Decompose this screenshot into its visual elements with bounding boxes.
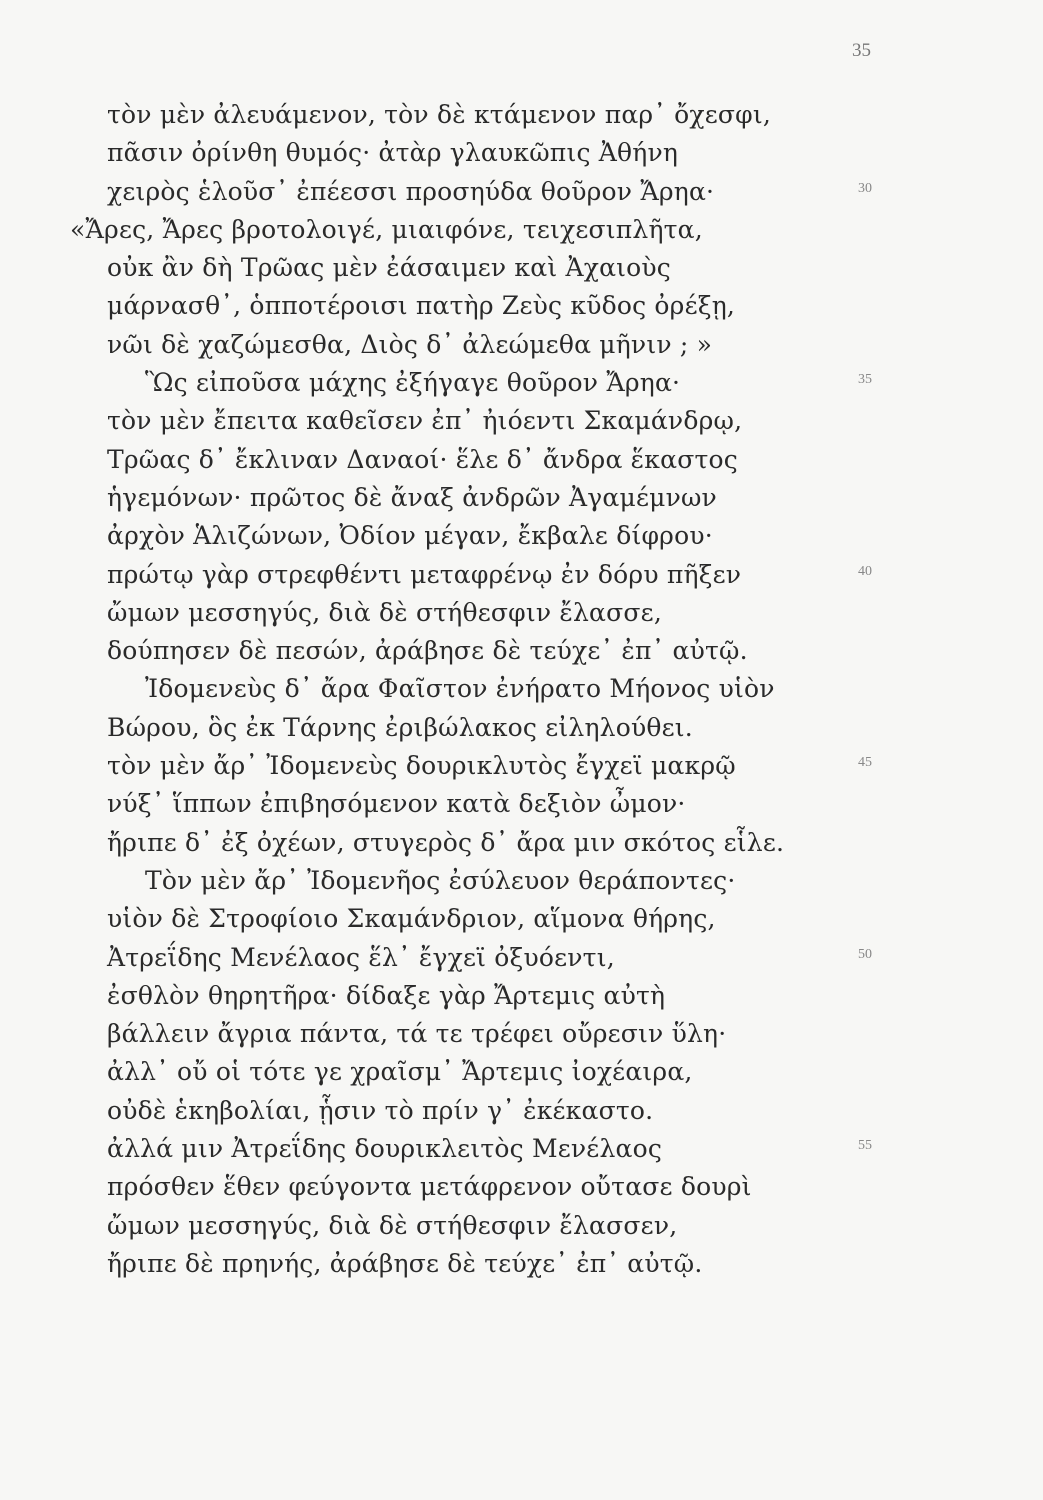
verse-text: Τὸν μὲν ἄρ᾽ Ἰδομενῆος ἐσύλευον θεράποντες· bbox=[145, 865, 736, 895]
verse-line bbox=[0, 479, 1043, 517]
verse-text: Τρῶας δ᾽ ἔκλιναν Δαναοί· ἕλε δ᾽ ἄνδρα ἕκαστος bbox=[107, 444, 738, 474]
verse-text: ἀλλ᾽ οὔ οἱ τότε γε χραῖσμ᾽ Ἄρτεμις ἰοχέαιρα, bbox=[107, 1057, 693, 1087]
verse-text: «Ἄρες, Ἄρες βροτολοιγέ, μιαιφόνε, τειχεσιπλῆτα, bbox=[70, 214, 703, 244]
verse-line bbox=[0, 900, 1043, 938]
line-number: 40 bbox=[858, 563, 872, 579]
verse-text: τὸν μὲν ἔπειτα καθεῖσεν ἐπ᾽ ἠιόεντι Σκαμάνδρῳ, bbox=[107, 406, 743, 436]
verse-line bbox=[0, 134, 1043, 172]
verse-line bbox=[0, 211, 1043, 249]
verse-text: ἀλλά μιν Ἀτρεΐδης δουρικλειτὸς Μενέλαος bbox=[107, 1134, 663, 1164]
verse-line bbox=[0, 670, 1043, 708]
verse-line bbox=[0, 1053, 1043, 1091]
verse-text: πρόσθεν ἕθεν φεύγοντα μετάφρενον οὔτασε δουρὶ bbox=[107, 1172, 752, 1202]
line-number: 35 bbox=[858, 372, 872, 388]
verse-line bbox=[0, 1130, 1043, 1168]
page-number: 35 bbox=[852, 40, 871, 61]
verse-text: πρώτῳ γὰρ στρεφθέντι μεταφρένῳ ἐν δόρυ πῆξεν bbox=[107, 559, 742, 589]
verse-text: τὸν μὲν ἄρ᾽ Ἰδομενεὺς δουρικλυτὸς ἔγχεϊ μακρῷ bbox=[107, 751, 736, 781]
verse-line bbox=[0, 1168, 1043, 1206]
verse-line bbox=[0, 594, 1043, 632]
verse-text: χειρὸς ἑλοῦσ᾽ ἐπέεσσι προσηύδα θοῦρον Ἄρηα· bbox=[107, 176, 715, 206]
line-number: 30 bbox=[858, 180, 872, 196]
verse-line bbox=[0, 364, 1043, 402]
line-number: 50 bbox=[858, 946, 872, 962]
verse-line bbox=[0, 939, 1043, 977]
verse-text: ἤριπε δ᾽ ἐξ ὀχέων, στυγερὸς δ᾽ ἄρα μιν σκότος εἷλε. bbox=[107, 827, 785, 857]
verse-line bbox=[0, 96, 1043, 134]
verse-text: νῶι δὲ χαζώμεσθα, Διὸς δ᾽ ἀλεώμεθα μῆνιν ; » bbox=[107, 329, 713, 359]
verse-text: ὤμων μεσσηγύς, διὰ δὲ στήθεσφιν ἔλασσε, bbox=[107, 597, 662, 627]
verse-line bbox=[0, 173, 1043, 211]
verse-line bbox=[0, 709, 1043, 747]
verse-text: τὸν μὲν ἀλευάμενον, τὸν δὲ κτάμενον παρ᾽ ὄχεσφι, bbox=[107, 100, 772, 129]
verse-text: μάρνασθ᾽, ὁπποτέροισι πατὴρ Ζεὺς κῦδος ὀρέξῃ, bbox=[107, 291, 736, 321]
verse-line bbox=[0, 441, 1043, 479]
verse-text: ἤριπε δὲ πρηνής, ἀράβησε δὲ τεύχε᾽ ἐπ᾽ αὐτῷ. bbox=[107, 1248, 703, 1278]
verse-line bbox=[0, 977, 1043, 1015]
verse-line bbox=[0, 862, 1043, 900]
verse-line bbox=[0, 287, 1043, 325]
verse-line bbox=[0, 402, 1043, 440]
verse-text: βάλλειν ἄγρια πάντα, τά τε τρέφει οὔρεσιν ὕλη· bbox=[107, 1019, 727, 1049]
verse-text: νύξ᾽ ἵππων ἐπιβησόμενον κατὰ δεξιὸν ὦμον· bbox=[107, 789, 686, 819]
verse-line bbox=[0, 747, 1043, 785]
verse-block bbox=[0, 96, 1043, 1283]
verse-line bbox=[0, 1092, 1043, 1130]
verse-line bbox=[0, 249, 1043, 287]
verse-text: δούπησεν δὲ πεσών, ἀράβησε δὲ τεύχε᾽ ἐπ᾽ αὐτῷ. bbox=[107, 636, 748, 666]
verse-text: υἱὸν δὲ Στροφίοιο Σκαμάνδριον, αἵμονα θήρης, bbox=[107, 904, 716, 934]
verse-text: ἡγεμόνων· πρῶτος δὲ ἄναξ ἀνδρῶν Ἀγαμέμνων bbox=[107, 482, 717, 512]
verse-text: ὤμων μεσσηγύς, διὰ δὲ στήθεσφιν ἔλασσεν, bbox=[107, 1210, 678, 1240]
verse-text: οὐδὲ ἑκηβολίαι, ᾗσιν τὸ πρίν γ᾽ ἐκέκαστο. bbox=[107, 1095, 654, 1125]
verse-line bbox=[0, 556, 1043, 594]
verse-text: πᾶσιν ὀρίνθη θυμός· ἀτὰρ γλαυκῶπις Ἀθήνη bbox=[107, 138, 679, 168]
verse-line bbox=[0, 785, 1043, 823]
verse-line bbox=[0, 326, 1043, 364]
verse-text: ἀρχὸν Ἁλιζώνων, Ὀδίον μέγαν, ἔκβαλε δίφρου· bbox=[107, 521, 713, 551]
verse-text: Ὣς εἰποῦσα μάχης ἐξήγαγε θοῦρον Ἄρηα· bbox=[145, 368, 681, 398]
verse-text: Βώρου, ὃς ἐκ Τάρνης ἐριβώλακος εἰληλούθει. bbox=[107, 712, 693, 742]
verse-line bbox=[0, 1245, 1043, 1283]
verse-line bbox=[0, 1015, 1043, 1053]
verse-text: οὐκ ἂν δὴ Τρῶας μὲν ἐάσαιμεν καὶ Ἀχαιοὺς bbox=[107, 253, 672, 283]
line-number: 45 bbox=[858, 755, 872, 771]
verse-line bbox=[0, 824, 1043, 862]
verse-line bbox=[0, 517, 1043, 555]
verse-text: Ἰδομενεὺς δ᾽ ἄρα Φαῖστον ἐνήρατο Μήονος υἱὸν bbox=[145, 674, 775, 704]
verse-text: Ἀτρεΐδης Μενέλαος ἕλ᾽ ἔγχεϊ ὀξυόεντι, bbox=[107, 942, 615, 972]
verse-text: ἐσθλὸν θηρητῆρα· δίδαξε γὰρ Ἄρτεμις αὐτὴ bbox=[107, 980, 666, 1010]
line-number: 55 bbox=[858, 1138, 872, 1154]
verse-line bbox=[0, 632, 1043, 670]
verse-line bbox=[0, 1207, 1043, 1245]
